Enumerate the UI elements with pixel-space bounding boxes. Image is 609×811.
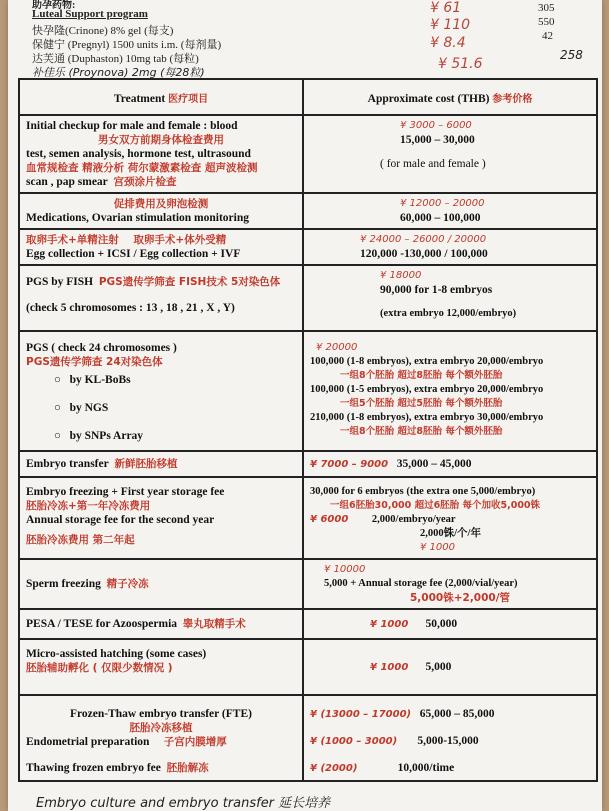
treatment-header-label: Treatment [113, 92, 166, 105]
treatment-cell [19, 695, 303, 781]
cost-cell [303, 331, 597, 451]
handwritten-cny: ¥ 7000 – 9000 [310, 458, 389, 470]
table-row [19, 265, 597, 331]
cost-text: 5,000 [425, 660, 452, 673]
table-row [19, 193, 597, 229]
treatment-text-cn: 精子冷冻 [106, 578, 149, 590]
cost-cell [303, 229, 597, 265]
cost-text: 120,000 -130,000 / 100,000 [360, 248, 488, 260]
handwritten-cny: ¥ 20000 [316, 342, 358, 353]
cost-text: 30,000 for 6 embryos (the extra one 5,000/embryo) [310, 486, 536, 497]
treatment-header [19, 79, 303, 115]
treatment-text-cn: 促排费用及卵泡检测 [113, 198, 209, 210]
treatment-text-pair [26, 617, 296, 631]
cost-text: 90,000 for 1-8 embryos [380, 284, 493, 296]
cost-text: 210,000 (1-8 embryos), extra embryo 30,000/embryo [310, 412, 544, 423]
cost-cell [303, 477, 597, 559]
treatment-text-pair [26, 275, 296, 289]
pgs-option-label: by KL-BoBs [69, 374, 131, 386]
treatment-cell [19, 193, 303, 229]
table-row [19, 695, 597, 781]
cost-cell [303, 559, 597, 609]
cost-header-label: Approximate cost (THB) [367, 92, 490, 105]
treatment-text-pair [26, 577, 296, 591]
handwritten-cny: ¥ (2000) [310, 763, 358, 774]
handwritten-cny: ¥ 1000 [420, 542, 455, 553]
treatment-text: Sperm freezing [26, 578, 101, 590]
med-row-hand: ¥ 8.4 [430, 35, 466, 51]
treatment-text: Thawing frozen embryo fee [26, 762, 161, 774]
cost-note: (extra embryo 12,000/embryo) [380, 308, 517, 319]
cost-text-cn: 一组8个胚胎 超过8胚胎 每个额外胚胎 [340, 426, 503, 437]
treatment-cell [19, 451, 303, 477]
treatment-text: PGS ( check 24 chromosomes ) [26, 342, 177, 354]
cost-text: 35,000 – 45,000 [396, 457, 472, 470]
luteal-support-section [8, 0, 602, 78]
treatment-text-cn: PGS遗传学筛查 FISH技术 5对染色体 [98, 276, 281, 288]
treatment-text-cn: 胚胎冷冻费用 第二年起 [26, 534, 135, 546]
med-row-label: 补佳乐 (Proynova) 2mg (每28粒) [32, 66, 205, 79]
treatment-text-cn: 子宫内膜增厚 [163, 736, 227, 748]
cost-text: 60,000 – 100,000 [400, 212, 481, 224]
cost-text: 65,000 – 85,000 [419, 708, 495, 720]
cost-text-cn: 一组5个胚胎 超过5胚胎 每个额外胚胎 [340, 398, 503, 409]
cost-cell [303, 193, 597, 229]
cost-text: 100,000 (1-8 embryos), extra embryo 20,000/embryo [310, 356, 544, 367]
treatment-text-pair [26, 735, 296, 749]
cost-text-pair [310, 617, 590, 632]
cost-text-pair [310, 660, 590, 675]
table-row [19, 559, 597, 609]
cost-text-cn: 一组8个胚胎 超过8胚胎 每个额外胚胎 [340, 370, 503, 381]
table-row [19, 477, 597, 559]
cost-text: 2,000/embryo/year [371, 514, 456, 525]
cost-text-cn: 2,000铢/个/年 [420, 528, 481, 539]
treatment-text-pair [26, 175, 296, 189]
cost-text: 15,000 – 30,000 [400, 134, 475, 146]
handwritten-cny: ¥ 24000 – 26000 / 20000 [360, 234, 487, 245]
handwritten-cny: ¥ 1000 [370, 661, 409, 673]
cost-cell [303, 451, 597, 477]
treatment-cell [19, 639, 303, 695]
program-title-cn: 助孕药物: [32, 0, 76, 11]
treatment-cell [19, 115, 303, 193]
pgs-option-label: by SNPs Array [69, 430, 144, 442]
treatment-text: Egg collection + ICSI / Egg collection + IVF [26, 248, 241, 260]
treatment-text-cn: PGS遗传学筛查 24对染色体 [26, 356, 163, 368]
med-row-hand: ¥ 61 [430, 0, 462, 16]
cost-cell [303, 609, 597, 639]
cost-note: ( for male and female ) [380, 158, 486, 170]
treatment-text-cn: 新鲜胚胎移植 [114, 458, 178, 470]
pgs-option-label: by NGS [69, 402, 109, 414]
cost-text-pair [310, 513, 590, 527]
med-row-label: 快孕隆(Crinone) 8% gel (每支) [32, 25, 174, 37]
treatment-text: test, semen analysis, hormone test, ultrasound [26, 148, 251, 160]
table-row [19, 115, 597, 193]
med-row-price: 550 [538, 16, 555, 28]
treatment-cell [19, 477, 303, 559]
cost-text: 5,000 + Annual storage fee (2,000/vial/year) [324, 578, 518, 589]
handwritten-cny: ¥ 12000 – 20000 [400, 198, 485, 209]
table-header-row [19, 79, 597, 115]
cost-text-cn: 5,000铢+2,000/管 [410, 592, 511, 604]
treatment-text-cn: 取卵手术+单精注射 [26, 234, 119, 246]
treatment-header-cn: 医疗项目 [168, 93, 209, 105]
treatment-text: Frozen-Thaw embryo transfer (FTE) [70, 708, 252, 720]
treatment-cell [19, 609, 303, 639]
treatment-cell [19, 265, 303, 331]
treatment-text: Embryo transfer [26, 458, 109, 470]
treatment-text-cn: 胚胎冷冻移植 [129, 722, 193, 734]
table-row [19, 331, 597, 451]
med-row-label: 达芙通 (Duphaston) 10mg tab (每粒) [32, 53, 199, 65]
treatment-text-cn: 血常规检查 精液分析 荷尔蒙激素检查 超声波检测 [26, 162, 258, 174]
treatment-cell [19, 229, 303, 265]
treatment-text: Endometrial preparation [26, 736, 150, 748]
cost-cell [303, 265, 597, 331]
cost-text-pair [310, 457, 590, 472]
treatment-text: Annual storage fee for the second year [26, 514, 215, 526]
fee-table [18, 78, 598, 782]
treatment-text: Medications, Ovarian stimulation monitoring [26, 212, 249, 224]
program-title: Luteal Support program [32, 8, 148, 20]
treatment-text-cn: 取卵手术+体外受精 [133, 234, 227, 246]
handwritten-cny: ¥ 3000 – 6000 [400, 120, 472, 131]
cost-text: 50,000 [425, 617, 458, 630]
treatment-text-cn: 胚胎冷冻+第一年冷冻费用 [26, 500, 151, 512]
cost-cell [303, 115, 597, 193]
med-row-price: 42 [542, 30, 553, 42]
cost-cell [303, 639, 597, 695]
treatment-text-pair [26, 457, 296, 471]
med-row-price: 258 [560, 48, 583, 62]
cost-text: 5,000-15,000 [417, 735, 479, 747]
treatment-text-cn: 胚胎解冻 [166, 762, 209, 774]
treatment-text: Embryo freezing + First year storage fee [26, 486, 225, 498]
table-row [19, 609, 597, 639]
cost-header [303, 79, 597, 115]
handwritten-cny: ¥ (13000 – 17000) [310, 709, 412, 720]
pgs-option: ○ by SNPs Array [54, 430, 144, 442]
cost-text-pair [310, 734, 590, 749]
cost-text-cn: 一组6胚胎30,000 超过6胚胎 每个加收5,000铢 [330, 500, 541, 511]
cost-text-pair [310, 707, 590, 722]
cost-header-cn: 参考价格 [492, 93, 533, 105]
treatment-text: PESA / TESE for Azoospermia [26, 618, 178, 630]
pgs-option: ○ by NGS [54, 402, 109, 414]
cost-cell [303, 695, 597, 781]
table-row [19, 639, 597, 695]
treatment-text-cn: 睾丸取精手术 [182, 618, 246, 630]
treatment-text-cn: 宫颈涂片检查 [113, 176, 177, 188]
cost-text: 10,000/time [397, 762, 455, 774]
med-row-price: 305 [538, 2, 555, 14]
cost-text-pair [310, 761, 590, 776]
treatment-text: (check 5 chromosomes : 13 , 18 , 21 , X , Y) [26, 302, 235, 314]
handwritten-cny: ¥ 1000 [370, 618, 409, 630]
handwritten-cny: ¥ (1000 – 3000) [310, 736, 398, 747]
treatment-text-cn: 男女双方前期身体检查费用 [98, 134, 224, 146]
treatment-text: scan , pap smear [26, 176, 108, 188]
pgs-option: ○ by KL-BoBs [54, 374, 131, 386]
cost-text: 100,000 (1-5 embryos), extra embryo 20,000/embryo [310, 384, 544, 395]
handwritten-cny: ¥ 6000 [310, 514, 349, 525]
treatment-text: Initial checkup for male and female : blood [26, 120, 238, 132]
med-row-hand: ¥ 51.6 [438, 56, 483, 72]
treatment-text-cn: 胚胎辅助孵化 ( 仅限少数情况 ) [26, 662, 173, 674]
treatment-text: PGS by FISH [26, 276, 94, 288]
handwritten-cny: ¥ 10000 [324, 564, 366, 575]
handwritten-cny: ¥ 18000 [380, 270, 422, 281]
table-row [19, 229, 597, 265]
document-page [8, 0, 602, 811]
treatment-text-cn-pair [26, 233, 296, 247]
med-row-label: 保健宁 (Pregnyl) 1500 units i.m. (每剂量) [32, 39, 222, 51]
treatment-text-pair [26, 761, 296, 775]
bottom-handwritten-note: Embryo culture and embryo transfer 延长培养 [36, 796, 331, 811]
med-row-hand: ¥ 110 [430, 17, 471, 33]
treatment-text: Micro-assisted hatching (some cases) [26, 648, 207, 660]
treatment-cell [19, 559, 303, 609]
table-row [19, 451, 597, 477]
treatment-cell [19, 331, 303, 451]
